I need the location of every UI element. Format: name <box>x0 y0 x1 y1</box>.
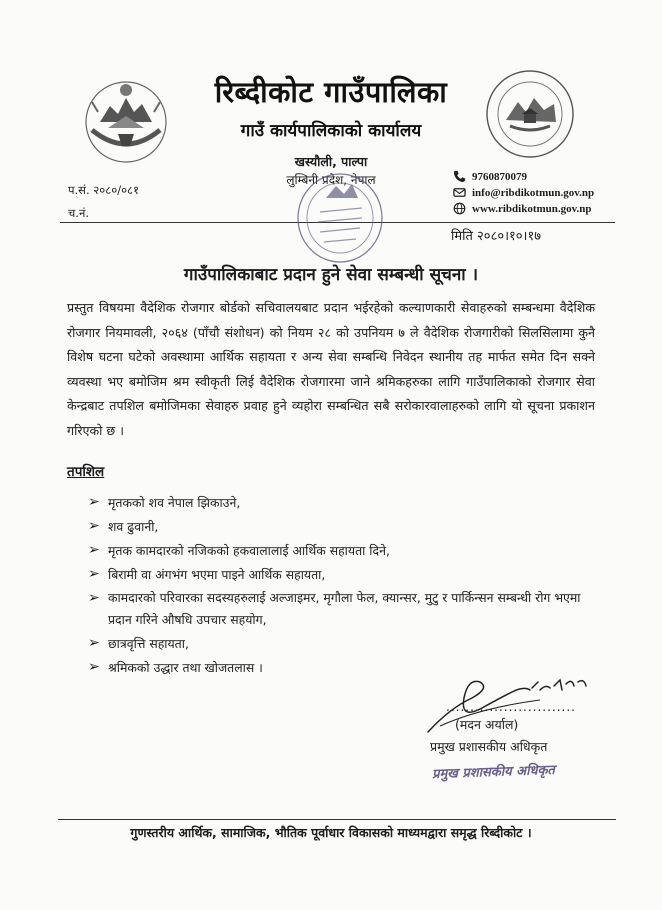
details-label: तपशिल <box>67 464 105 480</box>
signatory-post: प्रमुख प्रशासकीय अधिकृत <box>430 739 548 754</box>
list-item-text: मृतकको शव नेपाल झिकाउने, <box>108 495 241 510</box>
arrow-bullet-icon: ➢ <box>88 518 100 534</box>
arrow-bullet-icon: ➢ <box>88 635 100 651</box>
email-icon <box>453 186 466 199</box>
contact-email-text[interactable]: info@ribdikotmun.gov.np <box>472 186 595 199</box>
list-item <box>88 632 608 655</box>
designation-stamp: प्रमुख प्रशासकीय अधिकृत <box>431 762 556 783</box>
footer-slogan: गुणस्तरीय आर्थिक, सामाजिक, भौतिक पूर्वाधार विकासको माध्यमद्वारा समृद्ध रिब्दीकोट । <box>130 825 532 840</box>
list-item <box>88 587 608 631</box>
notice-body: प्रस्तुत विषयमा वैदेशिक रोजगार बोर्डको सचिवालयबाट प्रदान भईरहेको कल्याणकारी सेवाहरुको सम्बन्धमा वैदेशिक रोजगार नियमावली, २०६४ (पाँचौ संशोधन) को नियम २८ को उपनियम ७ ले वैदेशिक रोजगारीको सिलसिलामा कुनै विशेष घटना घटेको अवस्थामा आर्थिक सहायता र अन्य सेवा सम्बन्धि निवेदन स्थानीय तह मार्फत समेत दिन सक्ने व्यवस्था भए बमोजिम श्रम स्वीकृती लिई वैदेशिक रोजगारमा जाने श्रमिकहरुका लागि गाउँपालिकाको रोजगार सेवा केन्द्रबाट तपशिल बमोजिमका सेवाहरु प्रवाह हुने व्यहोरा सम्बन्धित सबै सरोकारवालाहरुको लागि यो सूचना प्रकाशन गरिएको छ । <box>67 300 595 438</box>
list-item-text: छात्रवृत्ति सहायता, <box>108 636 189 651</box>
list-item <box>88 491 608 514</box>
contact-website <box>453 202 592 215</box>
reference-number: प.सं. २०८०/०८१ <box>68 183 140 197</box>
list-item-text: श्रमिकको उद्धार तथा खोजतलास । <box>108 660 263 675</box>
signatory-name: (मदन अर्याल) <box>455 717 519 732</box>
list-item <box>88 539 608 562</box>
footer-divider <box>58 819 616 820</box>
office-stamp <box>292 168 388 268</box>
dispatch-number: च.नं. <box>68 206 89 220</box>
list-item <box>88 515 608 538</box>
address-line-1: खस्यौली, पाल्पा <box>294 154 368 169</box>
contact-phone-text: 9760870079 <box>472 170 527 183</box>
list-item-text: शव ढुवानी, <box>108 519 159 534</box>
list-item-text: कामदारको परिवारका सदस्यहरुलाई अल्जाइमर, मृगौला फेल, क्यान्सर, मुटु र पार्किन्सन सम्बन्धी रोग भएमा प्रदान गरिने औषधि उपचार सहयोग, <box>108 590 581 627</box>
municipality-title: रिब्दीकोट गाउँपालिका <box>214 75 448 109</box>
arrow-bullet-icon: ➢ <box>88 494 100 510</box>
address-line-2: लुम्बिनी प्रदेश, नेपाल <box>286 173 376 187</box>
arrow-bullet-icon: ➢ <box>88 659 100 675</box>
service-list <box>88 491 608 680</box>
document-date: मिति २०८०।१०।१७ <box>451 229 541 244</box>
list-item-text: बिरामी वा अंगभंग भएमा पाइने आर्थिक सहायता, <box>108 567 326 582</box>
arrow-bullet-icon: ➢ <box>88 542 100 558</box>
arrow-bullet-icon: ➢ <box>88 566 100 582</box>
signature-line: ........................... <box>446 700 576 714</box>
list-item-text: मृतक कामदारको नजिकको हकवालालाई आर्थिक सहायता दिने, <box>108 543 390 558</box>
phone-icon <box>453 170 466 183</box>
globe-icon <box>453 202 466 215</box>
contact-phone <box>453 170 527 183</box>
contact-email <box>453 186 594 199</box>
arrow-bullet-icon: ➢ <box>88 590 100 606</box>
notice-heading: गाउँपालिकाबाट प्रदान हुने सेवा सम्बन्धी सूचना । <box>183 265 479 285</box>
office-subtitle: गाउँ कार्यपालिकाको कार्यालय <box>240 121 422 141</box>
contact-website-text[interactable]: www.ribdikotmun.gov.np <box>472 202 592 215</box>
list-item <box>88 563 608 586</box>
